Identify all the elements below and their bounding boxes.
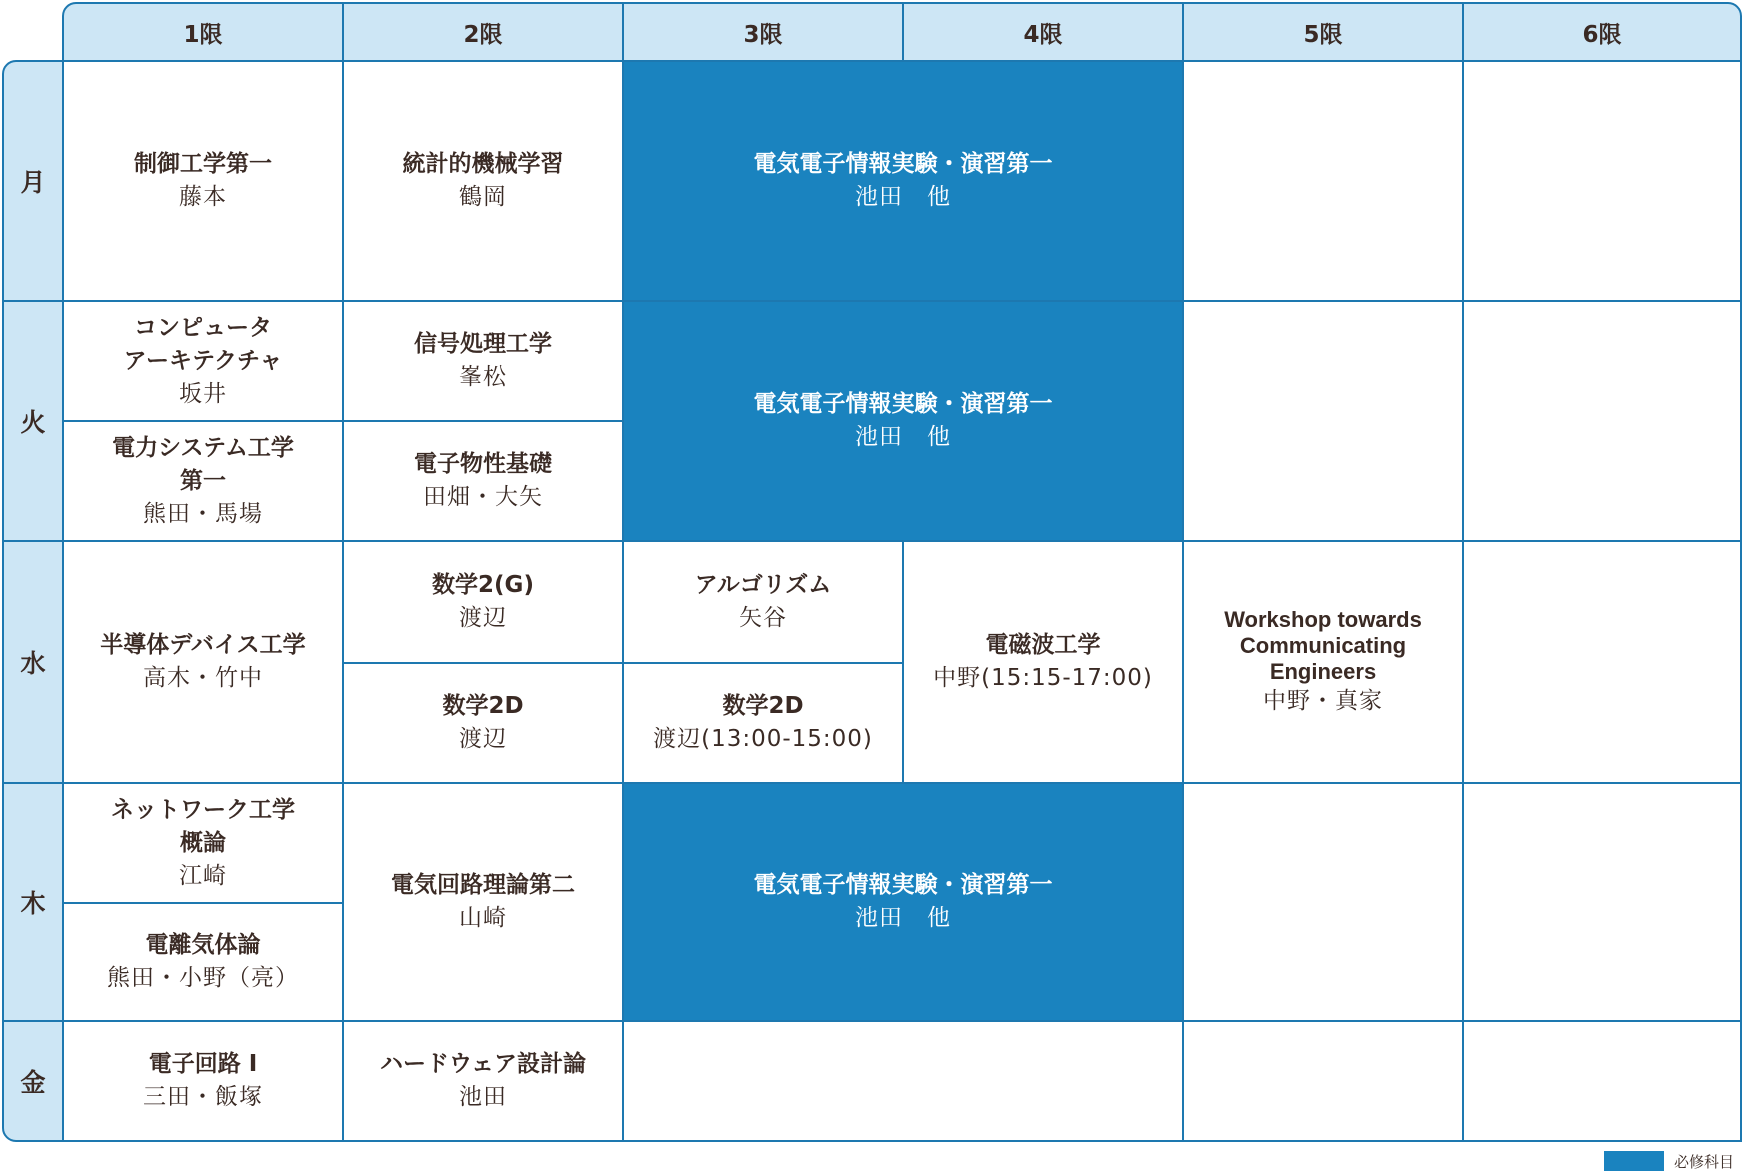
course-teacher: 坂井 xyxy=(179,380,227,407)
course-teacher: 峯松 xyxy=(459,364,507,390)
course-title: コンピュータ アーキテクチャ xyxy=(123,314,283,374)
course-teacher: 池田 他 xyxy=(855,424,951,450)
period-header-2: 2限 xyxy=(342,2,624,62)
course-title: アルゴリズム xyxy=(694,572,832,598)
course-cell[interactable] xyxy=(62,1020,344,1142)
course-title: 数学2D xyxy=(442,693,524,719)
period-header-5: 5限 xyxy=(1182,2,1464,62)
period-header-3: 3限 xyxy=(622,2,904,62)
course-teacher: 中野・真家 xyxy=(1263,687,1383,714)
empty-cell xyxy=(1182,60,1464,302)
day-header-wed: 水 xyxy=(2,540,64,784)
course-cell[interactable] xyxy=(342,60,624,302)
course-title: ハードウェア設計論 xyxy=(379,1051,587,1077)
course-title: 電気電子情報実験・演習第一 xyxy=(753,872,1053,898)
course-title: 信号処理工学 xyxy=(414,331,552,357)
course-teacher: 江崎 xyxy=(179,862,227,889)
required-course-cell[interactable] xyxy=(622,782,1184,1022)
course-title: 数学2(G) xyxy=(432,572,534,598)
course-cell[interactable] xyxy=(622,540,904,664)
course-title: 数学2D xyxy=(722,693,804,719)
course-title: 統計的機械学習 xyxy=(402,151,564,177)
course-teacher: 山崎 xyxy=(459,905,507,931)
day-header-fri: 金 xyxy=(2,1020,64,1142)
empty-cell xyxy=(1462,782,1742,1022)
course-cell[interactable] xyxy=(62,902,344,1022)
course-cell[interactable] xyxy=(342,420,624,542)
course-title: 電子回路 I xyxy=(148,1051,258,1077)
period-header-4: 4限 xyxy=(902,2,1184,62)
legend-label: 必修科目 xyxy=(1674,1152,1735,1171)
course-teacher: 三田・飯塚 xyxy=(143,1084,263,1110)
course-cell[interactable] xyxy=(62,540,344,784)
course-cell[interactable] xyxy=(62,300,344,422)
course-teacher: 池田 他 xyxy=(855,184,951,210)
empty-cell xyxy=(1462,540,1742,784)
course-cell[interactable] xyxy=(902,540,1184,784)
course-teacher: 池田 他 xyxy=(855,905,951,931)
course-teacher: 池田 xyxy=(459,1084,507,1110)
course-teacher: 熊田・小野（亮） xyxy=(107,965,299,991)
course-cell[interactable] xyxy=(342,300,624,422)
course-title: 電力システム工学 第一 xyxy=(112,434,294,494)
day-header-thu: 木 xyxy=(2,782,64,1022)
course-teacher: 田畑・大矢 xyxy=(423,484,543,510)
course-cell[interactable] xyxy=(1182,540,1464,784)
course-title: 電離気体論 xyxy=(145,932,261,958)
required-course-cell[interactable] xyxy=(622,60,1184,302)
required-course-cell[interactable] xyxy=(622,300,1184,542)
empty-cell xyxy=(622,1020,1184,1142)
day-header-tue: 火 xyxy=(2,300,64,542)
empty-cell xyxy=(1182,782,1464,1022)
course-cell[interactable] xyxy=(622,662,904,784)
course-teacher: 渡辺(13:00-15:00) xyxy=(653,726,873,752)
course-cell[interactable] xyxy=(342,782,624,1022)
course-cell[interactable] xyxy=(342,540,624,664)
course-cell[interactable] xyxy=(62,420,344,542)
course-title: 電気電子情報実験・演習第一 xyxy=(753,391,1053,417)
course-title: 電子物性基礎 xyxy=(414,451,552,477)
course-teacher: 高木・竹中 xyxy=(143,665,263,691)
course-teacher: 熊田・馬場 xyxy=(143,500,263,527)
empty-cell xyxy=(1462,1020,1742,1142)
course-title: 電気回路理論第二 xyxy=(391,872,575,898)
course-title: 制御工学第一 xyxy=(134,151,272,177)
course-title: 電気電子情報実験・演習第一 xyxy=(753,151,1053,177)
course-cell[interactable] xyxy=(62,782,344,904)
course-title: 半導体デバイス工学 xyxy=(100,632,306,658)
course-teacher: 矢谷 xyxy=(739,605,787,631)
course-teacher: 中野(15:15-17:00) xyxy=(933,665,1153,691)
empty-cell xyxy=(1182,300,1464,542)
course-title: Workshop towards Communicating Engineers xyxy=(1224,606,1422,684)
period-header-6: 6限 xyxy=(1462,2,1742,62)
course-teacher: 鶴岡 xyxy=(459,184,507,210)
course-teacher: 渡辺 xyxy=(459,605,507,631)
course-title: 電磁波工学 xyxy=(985,632,1101,658)
empty-cell xyxy=(1462,300,1742,542)
empty-cell xyxy=(1462,60,1742,302)
day-header-mon: 月 xyxy=(2,60,64,302)
course-cell[interactable] xyxy=(342,662,624,784)
course-teacher: 渡辺 xyxy=(459,726,507,752)
period-header-1: 1限 xyxy=(62,2,344,62)
course-teacher: 藤本 xyxy=(179,184,227,210)
course-title: ネットワーク工学 概論 xyxy=(111,796,295,856)
empty-cell xyxy=(1182,1020,1464,1142)
legend-swatch xyxy=(1604,1151,1664,1171)
course-cell[interactable] xyxy=(342,1020,624,1142)
course-cell[interactable] xyxy=(62,60,344,302)
